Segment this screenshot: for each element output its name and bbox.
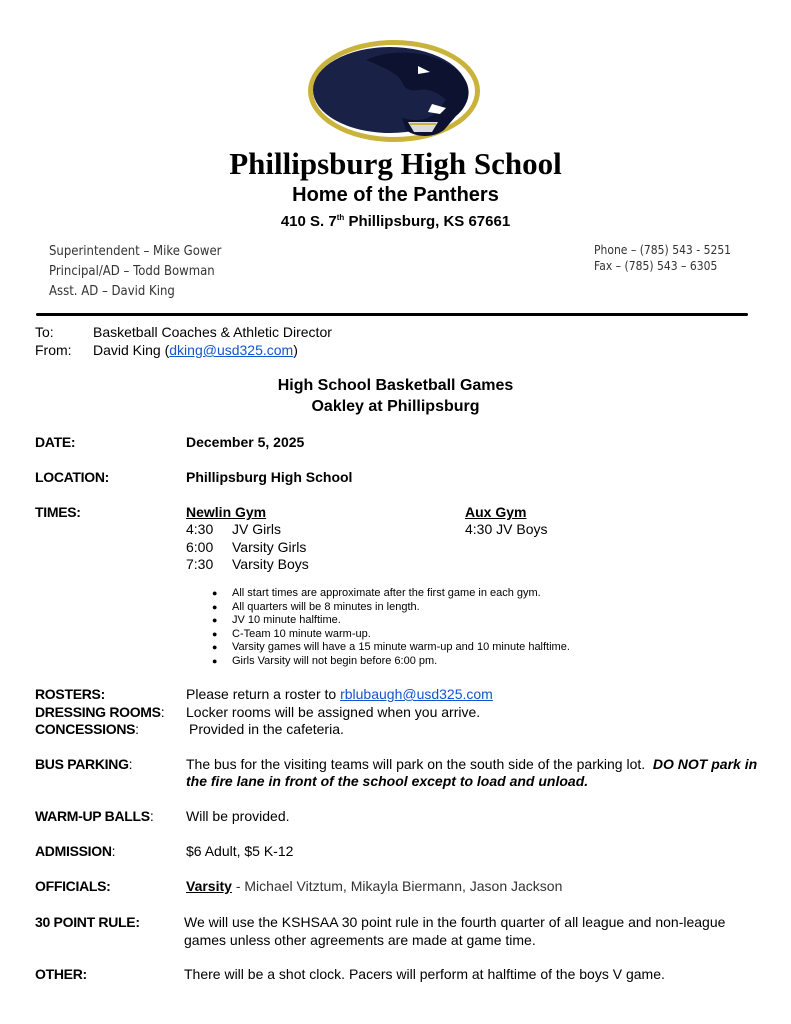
officials-value: Varsity - Michael Vitztum, Mikayla Biermann, Jason Jackson: [186, 878, 563, 894]
location-value: Phillipsburg High School: [186, 469, 353, 485]
newlin-time: 7:30: [186, 556, 214, 572]
note-item: ● Girls Varsity will not begin before 6:00 pm.: [212, 654, 438, 667]
event-title: High School Basketball Games: [277, 377, 514, 394]
phone-number: Phone – (785) 543 - 5251: [594, 243, 732, 257]
warmup-value: Will be provided.: [186, 808, 290, 824]
header-divider: [36, 313, 748, 316]
newlin-time: 6:00: [186, 539, 214, 555]
rule-value: We will use the KSHSAA 30 point rule in the fourth quarter of all league and non-league: [184, 914, 726, 930]
warmup-label: WARM-UP BALLS:: [35, 808, 154, 824]
other-value: There will be a shot clock. Pacers will perform at halftime of the boys V game.: [184, 966, 665, 982]
aux-game: 4:30 JV Boys: [465, 521, 548, 537]
concessions-value: Provided in the cafeteria.: [189, 721, 344, 737]
fax-number: Fax – (785) 543 – 6305: [594, 259, 718, 273]
aux-gym-heading: Aux Gym: [465, 504, 527, 520]
note-item: ● Varsity games will have a 15 minute warm-up and 10 minute halftime.: [212, 641, 570, 653]
rule-value-cont: games unless other agreements are made at game time.: [184, 932, 536, 948]
newlin-game: Varsity Girls: [232, 539, 307, 555]
note-item: ● All quarters will be 8 minutes in length.: [212, 600, 420, 613]
rosters-email-link[interactable]: rblubaugh@usd325.com: [340, 686, 493, 702]
event-matchup: Oakley at Phillipsburg: [311, 398, 480, 415]
bus-parking-value: The bus for the visiting teams will park on the south side of the parking lot. DO NOT park in: [186, 756, 758, 772]
principal: Principal/AD – Todd Bowman: [49, 264, 215, 279]
note-item: ● JV 10 minute halftime.: [212, 614, 341, 626]
contact-info: [594, 242, 731, 274]
newlin-game: Varsity Boys: [232, 556, 309, 572]
concessions-label: CONCESSIONS:: [35, 721, 139, 737]
superintendent: Superintendent – Mike Gower: [49, 244, 222, 259]
newlin-game: JV Girls: [232, 521, 281, 537]
memo-from: David King (dking@usd325.com): [93, 342, 298, 358]
rule-label: 30 POINT RULE:: [35, 914, 140, 930]
rosters-value: Please return a roster to rblubaugh@usd325.com: [186, 686, 493, 702]
school-tagline: Home of the Panthers: [292, 184, 499, 206]
admission-value: $6 Adult, $5 K-12: [186, 843, 294, 859]
memo-to-value: Basketball Coaches & Athletic Director: [93, 324, 332, 340]
times-label: TIMES:: [35, 504, 81, 520]
panther-logo: [306, 38, 482, 144]
other-label: OTHER:: [35, 966, 87, 982]
date-value: December 5, 2025: [186, 434, 305, 450]
newlin-gym-heading: Newlin Gym: [186, 504, 267, 520]
bus-parking-label: BUS PARKING:: [35, 756, 133, 772]
date-label: DATE:: [35, 434, 76, 450]
dressing-label: DRESSING ROOMS:: [35, 704, 165, 720]
officials-label: OFFICIALS:: [35, 878, 111, 894]
memo-from-label: From:: [35, 342, 72, 358]
from-email-link[interactable]: dking@usd325.com: [169, 342, 294, 358]
admission-label: ADMISSION:: [35, 843, 116, 859]
note-item: ● All start times are approximate after the first game in each gym.: [212, 587, 541, 599]
staff-list: [49, 242, 221, 302]
dressing-value: Locker rooms will be assigned when you arrive.: [186, 704, 481, 720]
note-item: ● C-Team 10 minute warm-up.: [212, 627, 371, 640]
newlin-time: 4:30: [186, 521, 214, 537]
location-label: LOCATION:: [35, 469, 110, 485]
asst-ad: Asst. AD – David King: [49, 284, 175, 299]
memo-to-label: To:: [35, 324, 54, 340]
school-address: 410 S. 7th Phillipsburg, KS 67661: [280, 213, 511, 230]
rosters-label: ROSTERS:: [35, 686, 105, 702]
bus-parking-warning: the fire lane in front of the school except to load and unload.: [186, 773, 589, 789]
school-name: Phillipsburg High School: [229, 146, 562, 181]
